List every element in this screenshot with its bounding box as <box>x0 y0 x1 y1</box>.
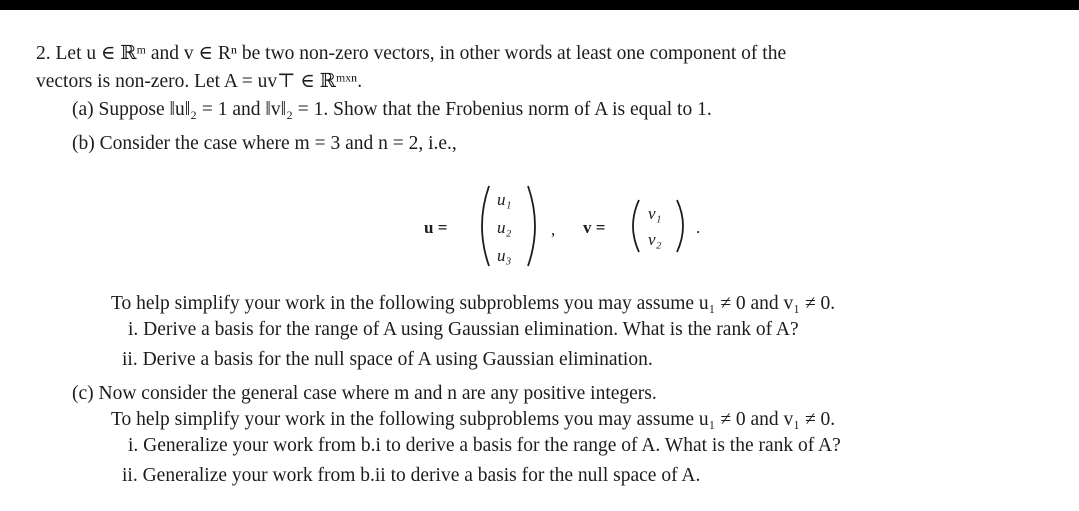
problem-intro: 2. Let u ∈ ℝᵐ and v ∈ Rⁿ be two non-zero vectors, in other words at least one component of the <box>36 43 787 64</box>
part-b-ii: ii. Derive a basis for the null space of A using Gaussian elimination. <box>122 349 653 370</box>
part-b-hint: To help simplify your work in the following subproblems you may assume u₁ ≠ 0 and v₁ ≠ 0. <box>111 293 836 314</box>
part-b: (b) Consider the case where m = 3 and n = 2, i.e., <box>72 133 457 154</box>
u-entry-1: u₁ <box>497 190 512 209</box>
v-left-paren <box>626 198 642 254</box>
v-right-paren <box>674 198 690 254</box>
part-c: (c) Now consider the general case where m and n are any positive integers. <box>72 383 657 404</box>
vector-period: . <box>696 218 701 237</box>
top-border <box>0 0 1079 10</box>
part-c-ii: ii. Generalize your work from b.ii to derive a basis for the null space of A. <box>122 465 701 486</box>
u-label: u = <box>424 218 448 237</box>
u-entry-2: u₂ <box>497 218 512 237</box>
part-a: (a) Suppose ‖u‖₂ = 1 and ‖v‖₂ = 1. Show that the Frobenius norm of A is equal to 1. <box>72 99 712 120</box>
u-left-paren <box>474 184 492 268</box>
u-right-paren <box>525 184 543 268</box>
v-entry-1: v₁ <box>648 204 662 223</box>
v-entry-2: v₂ <box>648 230 662 249</box>
vector-separator-comma: , <box>551 220 556 239</box>
problem-intro-continued: vectors is non-zero. Let A = uv⊤ ∈ ℝᵐˣⁿ. <box>36 71 363 92</box>
part-b-i: i. Derive a basis for the range of A using Gaussian elimination. What is the rank of A? <box>128 319 799 340</box>
part-c-i: i. Generalize your work from b.i to derive a basis for the range of A. What is the rank of A? <box>128 435 841 456</box>
u-entry-3: u₃ <box>497 246 512 265</box>
part-c-hint: To help simplify your work in the following subproblems you may assume u₁ ≠ 0 and v₁ ≠ 0. <box>111 409 836 430</box>
v-label: v = <box>583 218 606 237</box>
